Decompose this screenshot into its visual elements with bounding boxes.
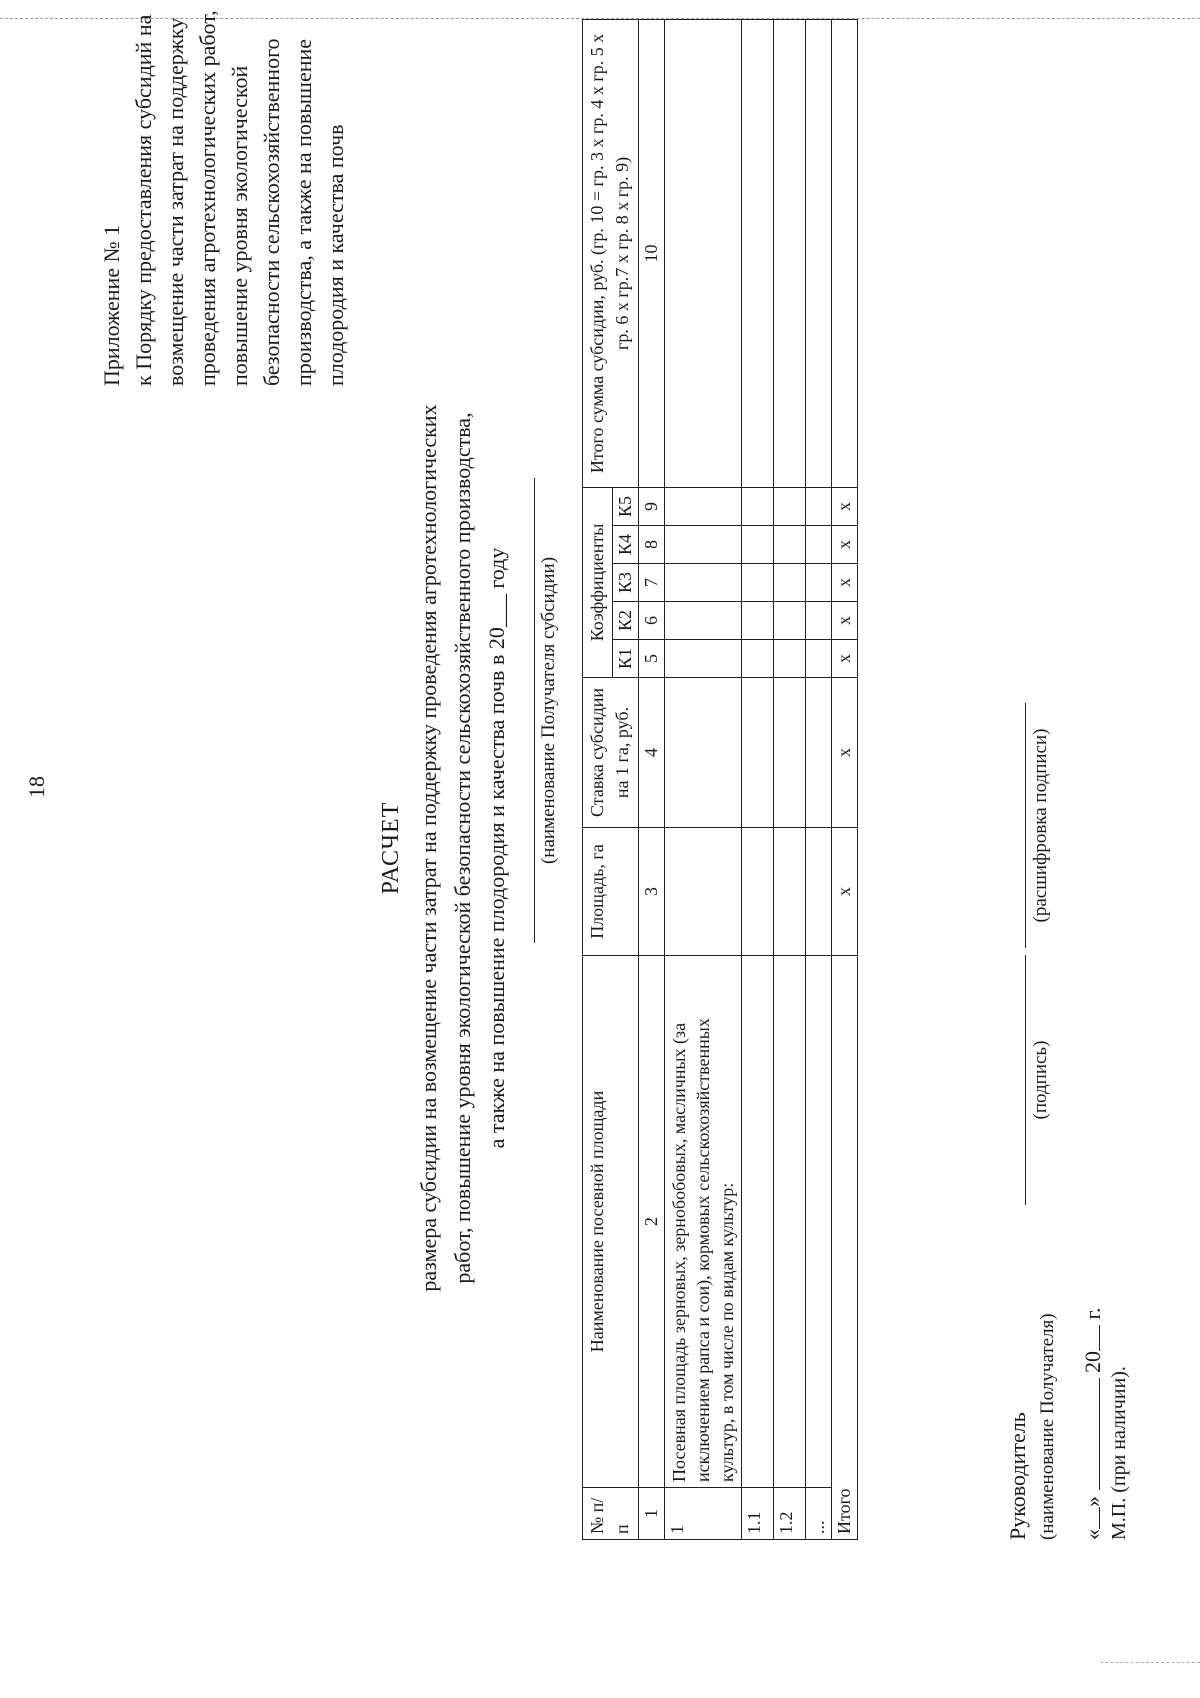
row-name bbox=[742, 956, 774, 1488]
date-year-prefix: 20 bbox=[1080, 1351, 1105, 1373]
header-rate: Ставка субсидии на 1 га, руб. bbox=[583, 678, 639, 828]
table-row bbox=[806, 19, 832, 1539]
date-year-suffix: г. bbox=[1080, 1307, 1105, 1320]
date-open-quote: « bbox=[1080, 1529, 1105, 1540]
total-k5: х bbox=[832, 487, 858, 525]
signature-line bbox=[1025, 955, 1026, 1205]
header-k4: К4 bbox=[613, 526, 639, 564]
col-number: 4 bbox=[639, 678, 665, 828]
appendix-line: безопасности сельскохозяйственного bbox=[259, 38, 284, 386]
row-num: 1.2 bbox=[774, 1488, 806, 1540]
header-name: Наименование посевной площади bbox=[583, 956, 639, 1488]
decode-line bbox=[1025, 703, 1026, 948]
total-sum bbox=[832, 19, 858, 487]
col-number: 6 bbox=[639, 602, 665, 640]
col-number: 7 bbox=[639, 564, 665, 602]
appendix-line: к Порядку предоставления субсидий на bbox=[131, 14, 156, 386]
decode-caption: (расшифровка подписи) bbox=[1030, 728, 1051, 923]
date-line bbox=[1080, 1307, 1106, 1540]
table-row bbox=[742, 19, 774, 1539]
subtitle-line: размера субсидии на возмещение части затрат на поддержку проведения агротехнологических bbox=[416, 404, 441, 1292]
stamp-note: М.П. (при наличии). bbox=[1108, 1366, 1130, 1540]
header-num: № п/п bbox=[583, 1488, 639, 1540]
document-subtitle bbox=[412, 248, 514, 1448]
calculation-table bbox=[582, 19, 858, 1540]
row-name: Посевная площадь зерновых, зернобобовых, масличных (за исключением рапса и сои), кормовых сельскохозяйственных культур, в том числе по видам культур: bbox=[665, 956, 742, 1488]
document-title: РАСЧЕТ bbox=[378, 801, 404, 895]
signer-org-caption: (наименование Получателя) bbox=[1037, 1313, 1058, 1540]
total-k2: х bbox=[832, 602, 858, 640]
row-num: 1.1 bbox=[742, 1488, 774, 1540]
appendix-block bbox=[96, 0, 352, 386]
total-k4: х bbox=[832, 526, 858, 564]
col-number: 1 bbox=[639, 1488, 665, 1540]
row-name bbox=[774, 956, 806, 1488]
col-number: 9 bbox=[639, 487, 665, 525]
header-k5: К5 bbox=[613, 487, 639, 525]
total-k3: х bbox=[832, 564, 858, 602]
total-rate: х bbox=[832, 678, 858, 828]
col-number: 3 bbox=[639, 828, 665, 956]
total-k1: х bbox=[832, 640, 858, 678]
subtitle-line: работ, повышение уровня экологической безопасности сельскохозяйственного производства, bbox=[450, 412, 475, 1284]
date-close-quote: » bbox=[1080, 1496, 1105, 1507]
total-area: х bbox=[832, 828, 858, 956]
signer-block bbox=[1003, 1313, 1063, 1540]
row-name bbox=[806, 956, 832, 1488]
total-row bbox=[832, 19, 858, 1539]
subtitle-line: а также на повышение плодородия и качества почв в 20___ году bbox=[484, 547, 509, 1149]
col-number: 5 bbox=[639, 640, 665, 678]
header-total: Итого сумма субсидии, руб. (гр. 10 = гр. 3 х гр. 4 х гр. 5 х гр. 6 х гр.7 х гр. 8 х гр. 9) bbox=[583, 19, 639, 487]
appendix-line: Приложение № 1 bbox=[99, 224, 124, 386]
signature-caption: (подпись) bbox=[1030, 1040, 1051, 1120]
page-number: 18 bbox=[24, 776, 49, 798]
header-coefficients: Коэффициенты bbox=[583, 487, 613, 677]
header-area: Площадь, га bbox=[583, 828, 639, 956]
header-k2: К2 bbox=[613, 602, 639, 640]
col-number: 2 bbox=[639, 956, 665, 1488]
table-row bbox=[774, 19, 806, 1539]
header-k1: К1 bbox=[613, 640, 639, 678]
appendix-line: плодородия и качества почв bbox=[323, 124, 348, 386]
appendix-line: производства, а также на повышение bbox=[291, 38, 316, 386]
column-number-row bbox=[639, 19, 665, 1539]
row-num: 1 bbox=[665, 1488, 742, 1540]
col-number: 10 bbox=[639, 19, 665, 487]
table-row bbox=[665, 19, 742, 1539]
recipient-caption: (наименование Получателя субсидии) bbox=[538, 556, 559, 865]
total-label: Итого bbox=[832, 956, 858, 1540]
signer-title: Руководитель bbox=[1005, 1412, 1030, 1540]
recipient-fill-line bbox=[534, 478, 535, 943]
row-num: ... bbox=[806, 1488, 832, 1540]
appendix-line: повышение уровня экологической bbox=[227, 65, 252, 386]
appendix-line: проведения агротехнологических работ, bbox=[195, 10, 220, 386]
col-number: 8 bbox=[639, 526, 665, 564]
appendix-line: возмещение части затрат на поддержку bbox=[163, 17, 188, 386]
header-k3: К3 bbox=[613, 564, 639, 602]
